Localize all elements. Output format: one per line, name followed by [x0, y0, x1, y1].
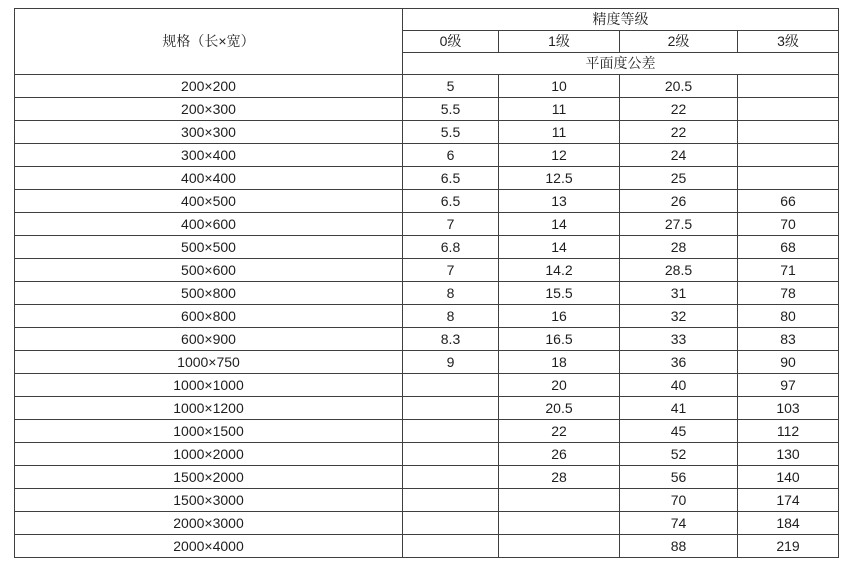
- table-row: [15, 351, 839, 374]
- spec-cell: 2000×4000: [15, 535, 403, 558]
- table-row: [15, 167, 839, 190]
- tolerance-value-cell: 90: [738, 351, 839, 374]
- tolerance-value-cell: 8: [403, 282, 499, 305]
- spec-cell: 1000×750: [15, 351, 403, 374]
- spec-cell: 1000×1200: [15, 397, 403, 420]
- tolerance-value-cell: 83: [738, 328, 839, 351]
- tolerance-value-cell: 41: [620, 397, 738, 420]
- spec-cell: 1500×2000: [15, 466, 403, 489]
- tolerance-value-cell: 174: [738, 489, 839, 512]
- spec-cell: 1000×1000: [15, 374, 403, 397]
- table-row: [15, 75, 839, 98]
- spec-cell: 500×800: [15, 282, 403, 305]
- tolerance-value-cell: [403, 420, 499, 443]
- tolerance-value-cell: 130: [738, 443, 839, 466]
- tolerance-value-cell: 6: [403, 144, 499, 167]
- grade-column-header: 1级: [499, 31, 620, 53]
- tolerance-value-cell: 24: [620, 144, 738, 167]
- tolerance-value-cell: 219: [738, 535, 839, 558]
- tolerance-value-cell: [403, 374, 499, 397]
- tolerance-value-cell: 8: [403, 305, 499, 328]
- tolerance-value-cell: [738, 167, 839, 190]
- spec-cell: 1500×3000: [15, 489, 403, 512]
- spec-cell: 400×500: [15, 190, 403, 213]
- tolerance-value-cell: 5.5: [403, 98, 499, 121]
- tolerance-value-cell: 20.5: [620, 75, 738, 98]
- spec-cell: 1000×2000: [15, 443, 403, 466]
- tolerance-value-cell: 14: [499, 236, 620, 259]
- tolerance-value-cell: [738, 75, 839, 98]
- tolerance-value-cell: 26: [499, 443, 620, 466]
- tolerance-value-cell: 70: [620, 489, 738, 512]
- table-row: [15, 443, 839, 466]
- tolerance-value-cell: [499, 512, 620, 535]
- spec-cell: 300×300: [15, 121, 403, 144]
- tolerance-value-cell: [403, 512, 499, 535]
- tolerance-value-cell: 18: [499, 351, 620, 374]
- tolerance-value-cell: [499, 535, 620, 558]
- table-row: [15, 305, 839, 328]
- tolerance-value-cell: 103: [738, 397, 839, 420]
- tolerance-value-cell: 22: [620, 121, 738, 144]
- tolerance-value-cell: 12: [499, 144, 620, 167]
- tolerance-value-cell: 80: [738, 305, 839, 328]
- tolerance-value-cell: 68: [738, 236, 839, 259]
- tolerance-value-cell: 25: [620, 167, 738, 190]
- spec-cell: 200×200: [15, 75, 403, 98]
- tolerance-value-cell: 9: [403, 351, 499, 374]
- tolerance-value-cell: 6.5: [403, 167, 499, 190]
- tolerance-value-cell: 66: [738, 190, 839, 213]
- tolerance-value-cell: 28: [620, 236, 738, 259]
- spec-cell: 1000×1500: [15, 420, 403, 443]
- tolerance-value-cell: 40: [620, 374, 738, 397]
- table-row: [15, 397, 839, 420]
- tolerance-value-cell: 36: [620, 351, 738, 374]
- tolerance-value-cell: [403, 443, 499, 466]
- table-row: [15, 512, 839, 535]
- table-row: [15, 466, 839, 489]
- tolerance-value-cell: 7: [403, 259, 499, 282]
- tolerance-value-cell: 140: [738, 466, 839, 489]
- tolerance-value-cell: 26: [620, 190, 738, 213]
- tolerance-value-cell: [403, 489, 499, 512]
- tolerance-value-cell: [738, 121, 839, 144]
- precision-grade-header-cell: 精度等级: [403, 9, 839, 31]
- spec-cell: 400×600: [15, 213, 403, 236]
- tolerance-value-cell: 78: [738, 282, 839, 305]
- header-row-precision: [15, 9, 839, 31]
- table-row: [15, 420, 839, 443]
- tolerance-value-cell: 8.3: [403, 328, 499, 351]
- tolerance-value-cell: 97: [738, 374, 839, 397]
- tolerance-value-cell: 33: [620, 328, 738, 351]
- tolerance-value-cell: [738, 144, 839, 167]
- table-row: [15, 213, 839, 236]
- table-row: [15, 374, 839, 397]
- spec-cell: 500×600: [15, 259, 403, 282]
- tolerance-value-cell: 6.5: [403, 190, 499, 213]
- tolerance-value-cell: 31: [620, 282, 738, 305]
- table-row: [15, 144, 839, 167]
- tolerance-value-cell: 28.5: [620, 259, 738, 282]
- flatness-tolerance-table: [14, 8, 839, 558]
- tolerance-value-cell: 6.8: [403, 236, 499, 259]
- tolerance-value-cell: [738, 98, 839, 121]
- tolerance-value-cell: 11: [499, 98, 620, 121]
- tolerance-value-cell: 88: [620, 535, 738, 558]
- tolerance-value-cell: 27.5: [620, 213, 738, 236]
- tolerance-value-cell: 45: [620, 420, 738, 443]
- tolerance-value-cell: 15.5: [499, 282, 620, 305]
- tolerance-value-cell: 22: [499, 420, 620, 443]
- tolerance-value-cell: 5.5: [403, 121, 499, 144]
- grade-column-header: 2级: [620, 31, 738, 53]
- grade-column-header: 0级: [403, 31, 499, 53]
- tolerance-value-cell: [403, 466, 499, 489]
- tolerance-value-cell: [403, 397, 499, 420]
- tolerance-value-cell: 14: [499, 213, 620, 236]
- tolerance-value-cell: [403, 535, 499, 558]
- tolerance-value-cell: 7: [403, 213, 499, 236]
- spec-cell: 500×500: [15, 236, 403, 259]
- table-row: [15, 190, 839, 213]
- tolerance-value-cell: 16.5: [499, 328, 620, 351]
- spec-cell: 400×400: [15, 167, 403, 190]
- tolerance-value-cell: 16: [499, 305, 620, 328]
- tolerance-value-cell: 22: [620, 98, 738, 121]
- tolerance-value-cell: 184: [738, 512, 839, 535]
- tolerance-value-cell: [499, 489, 620, 512]
- spec-header-cell: 规格（长×宽）: [15, 9, 403, 75]
- tolerance-value-cell: 56: [620, 466, 738, 489]
- tolerance-value-cell: 14.2: [499, 259, 620, 282]
- flatness-tolerance-header-cell: 平面度公差: [403, 53, 839, 75]
- tolerance-value-cell: 13: [499, 190, 620, 213]
- tolerance-value-cell: 74: [620, 512, 738, 535]
- table-row: [15, 489, 839, 512]
- spec-cell: 2000×3000: [15, 512, 403, 535]
- tolerance-value-cell: 20.5: [499, 397, 620, 420]
- tolerance-value-cell: 10: [499, 75, 620, 98]
- table-row: [15, 236, 839, 259]
- table-row: [15, 98, 839, 121]
- tolerance-value-cell: 12.5: [499, 167, 620, 190]
- table-row: [15, 328, 839, 351]
- tolerance-value-cell: 112: [738, 420, 839, 443]
- grade-column-header: 3级: [738, 31, 839, 53]
- tolerance-value-cell: 70: [738, 213, 839, 236]
- spec-cell: 300×400: [15, 144, 403, 167]
- tolerance-value-cell: 52: [620, 443, 738, 466]
- spec-cell: 200×300: [15, 98, 403, 121]
- table-row: [15, 121, 839, 144]
- tolerance-value-cell: 28: [499, 466, 620, 489]
- table-row: [15, 282, 839, 305]
- tolerance-value-cell: 20: [499, 374, 620, 397]
- tolerance-value-cell: 71: [738, 259, 839, 282]
- spec-cell: 600×900: [15, 328, 403, 351]
- table-row: [15, 259, 839, 282]
- tolerance-value-cell: 11: [499, 121, 620, 144]
- table-row: [15, 535, 839, 558]
- tolerance-value-cell: 32: [620, 305, 738, 328]
- tolerance-value-cell: 5: [403, 75, 499, 98]
- spec-cell: 600×800: [15, 305, 403, 328]
